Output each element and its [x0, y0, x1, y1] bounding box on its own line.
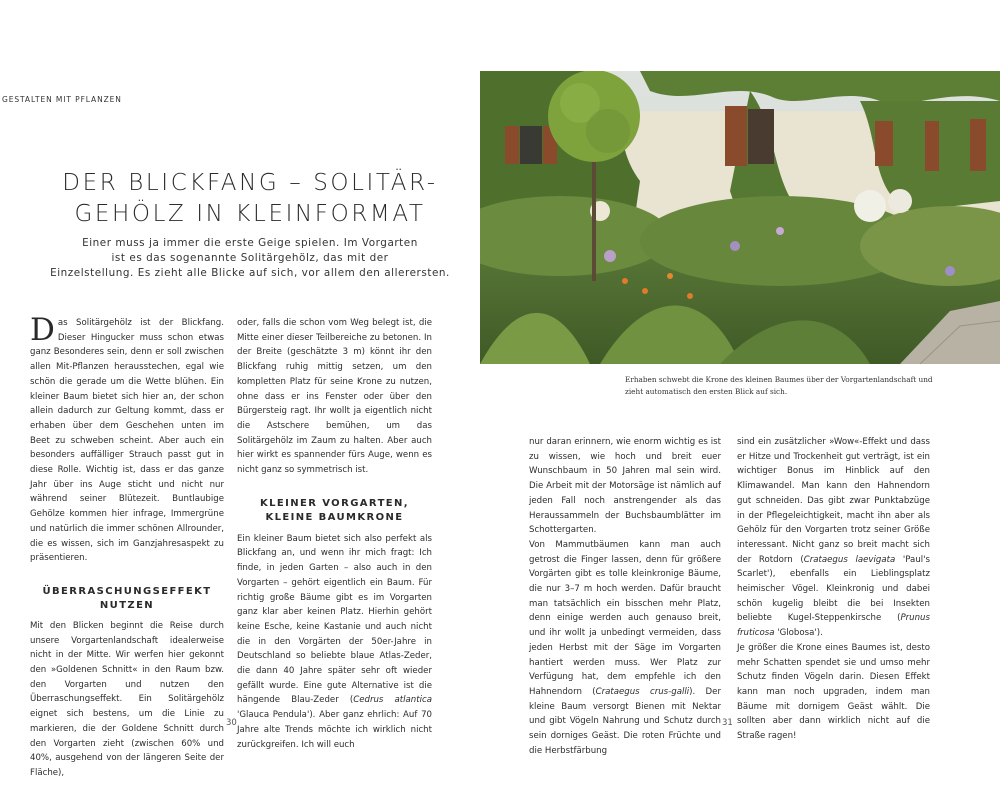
paragraph [529, 538, 721, 759]
page-number-right: 31 [722, 718, 733, 728]
title-line-2: GEHÖLZ IN KLEINFORMAT [74, 201, 426, 227]
subheading-kleiner-vorgarten [237, 497, 432, 525]
garden-photo-illustration [480, 71, 1000, 364]
page-number-left: 30 [226, 718, 237, 728]
subheading-line: ÜBERRASCHUNGSEFFEKT [42, 585, 212, 597]
paragraph [30, 312, 224, 566]
species-name: Prunus fruticosa [737, 613, 930, 639]
garden-photo [480, 71, 1000, 364]
paragraph-text: 'Paul's Scarlet'), ebenfalls ein Lieblingsplatz heimischer Vögel. Kleinkronig und dabei schön kugelig bleibt die bei Insekten beliebte Kugel-Steppenkirsche ( [737, 554, 930, 624]
paragraph-text: 'Globosa'). [774, 628, 823, 639]
drop-cap: D [30, 312, 55, 348]
text-column-2 [237, 316, 432, 752]
species-name: Crataegus crus-galli [595, 686, 690, 697]
text-column-4 [737, 435, 930, 744]
paragraph-text: as Solitärgehölz ist der Blickfang. Dieser Hingucker muss schon etwas ganz Besonderes sein, denn er soll zwischen allen Mit-Pflanzen herausstechen, egal wie schön die gerade um die Wette blühen. Ein kleiner Baum bietet sich hier an, der schon allein dadurch zur Geltung kommt, dass er erhaben über dem Geschehen unten im Beet zu schweben scheint. Aber auch ein besonders auffälliger Strauch passt gut in diese Rolle. Wichtig ist, dass er das ganze Jahr über ins Auge sticht und nicht nur während seiner Blütezeit. Buntlaubige Gehölze kommen hier infrage, Immergrüne und natürlich die immer schönen Allrounder, die es wissen, sich im Ganzjahresaspekt zu präsentieren. [30, 318, 224, 564]
paragraph [237, 532, 432, 753]
species-name: Crataegus laevigata [803, 554, 896, 565]
text-column-3 [529, 435, 721, 758]
paragraph: Mit den Blicken beginnt die Reise durch unsere Vorgartenlandschaft idealerweise nicht in der Mitte. Wir werfen hier gekonnt den »Goldenen Schnitt« in den Raum bzw. den Vorgarten und nutzen den Überraschungseffekt. Ein Solitärgehölz eignet sich bestens, um die Linie zu markieren, die der Goldene Schnitt durch den Vorgarten zieht (zwischen 60% und 40%, ausgehend von der längeren Seite der Fläche), [30, 620, 224, 778]
photo-caption [625, 374, 935, 397]
intro-text [40, 236, 460, 282]
paragraph-text: 'Glauca Pendula'). Aber ganz ehrlich: Auf 70 Jahre alte Trends möchte ich wirklich nicht zurückgreifen. Ich will euch [237, 710, 432, 750]
text-column-1 [30, 312, 224, 781]
right-page [500, 0, 1000, 800]
subheading-line: KLEINER VORGARTEN, [259, 497, 410, 509]
title-line-1: DER BLICKFANG – SOLITÄR- [62, 170, 438, 196]
intro-line-2: ist es das sogenannte Solitärgehölz, das mit der [111, 252, 389, 265]
paragraph: oder, falls die schon vom Weg belegt ist, die Mitte einer dieser Teilbereiche zu betonen. In der Breite (geschätzte 3 m) könnt ihr den Blickfang ruhig mittig setzen, um den kompletten Platz für seine Krone zu nutzen, ohne dass er ins Fenster oder über den Bürgersteig ragt. Ihr wollt ja eigentlich nicht die Astschere bemühen, um das Solitärgehölz im Zaum zu halten. Aber auch hier wirkt es spannender fürs Auge, wenn es nicht ganz so symmetrisch ist. [237, 318, 432, 476]
paragraph: nur daran erinnern, wie enorm wichtig es ist zu wissen, wie hoch und breit euer Wunschbaum in 50 Jahren mal sein wird. Die Arbeit mit der Motorsäge ist nämlich auf jeden Fall noch anstrengender als das Heraussammeln der Buchsbaumblätter im Schottergarten. [529, 437, 721, 536]
paragraph-text: Von Mammutbäumen kann man auch getrost die Finger lassen, denn für größere Vorgärten gibt es tolle kleinkronige Bäume, die nur 3–7 m hoch werden. Dafür braucht man tatsächlich ein bisschen mehr Platz, denn einige werden auch genauso breit, und ihr wollt ja unbedingt vermeiden, dass jeden Herbst mit der Säge im Vorgarten hantiert werden muss. Wer Platz zur Verfügung hat, dem empfehle ich den Hahnendorn ( [529, 539, 721, 697]
caption-line: zieht automatisch den ersten Blick auf sich. [625, 386, 788, 396]
tree-trunk [592, 151, 596, 281]
species-name: Cedrus atlantica [353, 695, 432, 706]
intro-line-1: Einer muss ja immer die erste Geige spielen. Im Vorgarten [82, 237, 418, 249]
paragraph [737, 435, 930, 641]
intro-line-3: Einzelstellung. Es zieht alle Blicke auf sich, vor allem den allerersten. [50, 267, 450, 280]
subheading-line: KLEINE BAUMKRONE [265, 511, 404, 523]
paragraph-text: sind ein zusätzlicher »Wow«-Effekt und dass er Hitze und Trockenheit gut verträgt, ist ein wichtiger Bonus im Hinblick auf den Klimawandel. Man kann den Hahnendorn gut schneiden. Das gibt zwar Punktabzüge in der Pflegeleichtigkeit, macht ihn aber als Gehölz für den Vorgarten trotz seiner Größe interessant. Nicht ganz so breit macht sich der Rotdorn ( [737, 437, 930, 565]
subheading-line: NUTZEN [99, 599, 155, 611]
caption-line: Erhaben schwebt die Krone des kleinen Baumes über der Vorgartenlandschaft und [625, 375, 933, 384]
paragraph: Je größer die Krone eines Baumes ist, desto mehr Schatten spendet sie und umso mehr Schutz finden Vögeln darin. Diesen Effekt kann man noch upgraden, indem man Bäume mit dornigem Geäst wählt. Die sollten aber dann wirklich nicht auf die Straße ragen! [737, 642, 930, 742]
section-label: GESTALTEN MIT PFLANZEN [2, 95, 122, 104]
page-title [20, 168, 480, 230]
subheading-ueberraschungseffekt [30, 585, 224, 613]
paragraph-text: ). Der kleine Baum versorgt Bienen mit Nektar und gibt Vögeln Nahrung und Schutz durch sein dorniges Geäst. Die roten Früchte und die Herbstfärbung [529, 686, 721, 756]
paragraph-text: Ein kleiner Baum bietet sich also perfekt als Blickfang an, und wenn ihr mich fragt: Ich finde, in jeden Garten – also auch in den Vorgarten – gehört eigentlich ein Baum. Für richtig große Bäume gibt es im Vorgarten ganz klar aber keinen Platz. Hierhin gehört keine Esche, keine Kastanie und auch nicht die in den Vorgärten der 50er-Jahre in Deutschland so beliebte blaue Atlas-Zeder, die dann 40 Jahre später sehr oft wieder gefällt wurde. Eine gute Alternative ist die hängende Blau-Zeder ( [237, 533, 432, 706]
